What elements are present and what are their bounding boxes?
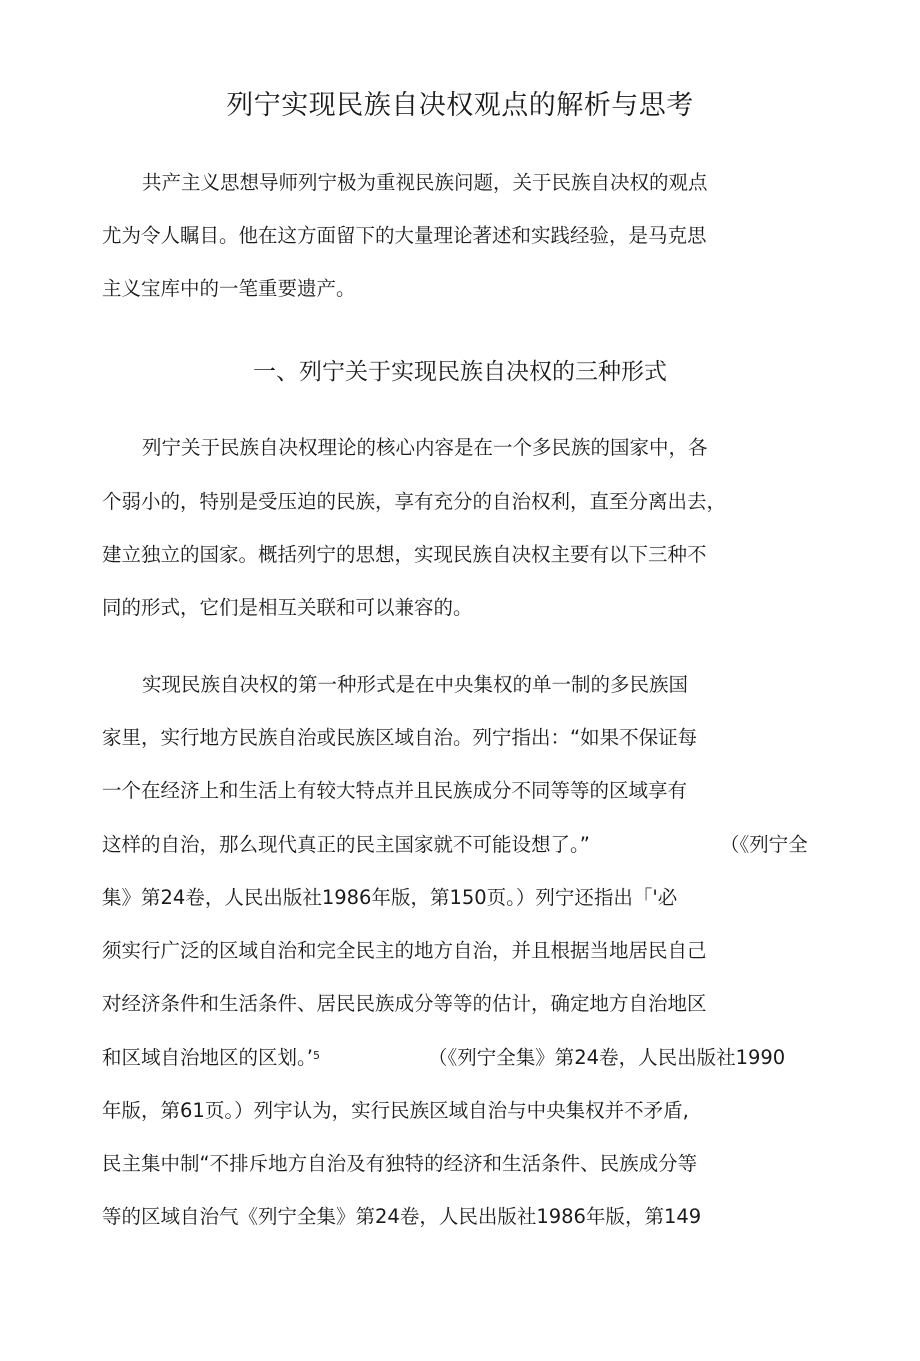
intro-line-2: 尤为令人瞩目。他在这方面留下的大量理论著述和实践经验，是马克思 <box>102 224 707 247</box>
intro-line-1: 共产主义思想导师列宁极为重视民族问题，关于民族自决权的观点 <box>142 171 708 194</box>
para2-line-5: 集》第24卷，人民出版社1986年版，第150页。）列宁还指出「'必 <box>102 886 678 909</box>
para2-line-11: 等的区域自治气《列宁全集》第24卷，人民出版社1986年版，第149 <box>102 1205 702 1228</box>
intro-line-3: 主义宝库中的一笔重要遗产。 <box>102 277 356 300</box>
footnote-number: 5 <box>312 1049 320 1062</box>
para1-line-4: 同的形式，它们是相互关联和可以兼容的。 <box>102 596 473 619</box>
para2-line-8-wrap <box>102 1040 320 1076</box>
para2-line-8: 和区域自治地区的区划。 <box>102 1046 307 1069</box>
para2-line-2: 家里，实行地方民族自治或民族区域自治。列宁指出：“如果不保证每 <box>102 726 698 749</box>
para2-line-6: 须实行广泛的区域自治和完全民主的地方自治，并且根据当地居民自己 <box>102 939 707 962</box>
document-title: 列宁实现民族自决权观点的解析与思考 <box>226 90 694 121</box>
footnote-mark: ’ <box>306 1046 313 1069</box>
para2-line-1: 实现民族自决权的第一种形式是在中央集权的单一制的多民族国 <box>142 673 689 696</box>
para2-line-4: 这样的自治，那么现代真正的民主国家就不可能设想了。” <box>102 833 590 856</box>
para2-citation-1: （《列宁全 <box>720 833 808 856</box>
section-heading: 一、列宁关于实现民族自决权的三种形式 <box>253 359 667 385</box>
para1-line-3: 建立独立的国家。概括列宁的思想，实现民族自决权主要有以下三种不 <box>102 543 707 566</box>
para1-line-1: 列宁关于民族自决权理论的核心内容是在一个多民族的国家中，各 <box>142 436 708 459</box>
para2-citation-2: （《列宁全集》第24卷，人民出版社1990 <box>428 1046 786 1069</box>
para2-line-10: 民主集中制“不排斥地方自治及有独特的经济和生活条件、民族成分等 <box>102 1152 698 1175</box>
para2-line-7: 对经济条件和生活条件、居民民族成分等等的估计，确定地方自治地区 <box>102 992 707 1015</box>
para1-line-2: 个弱小的，特别是受压迫的民族，享有充分的自治权利，直至分离出去， <box>102 490 727 513</box>
para2-line-9: 年版，第61页。）列宇认为，实行民族区域自治与中央集权并不矛盾, <box>102 1099 689 1122</box>
para2-line-3: 一个在经济上和生活上有较大特点并且民族成分不同等等的区域享有 <box>102 779 688 802</box>
